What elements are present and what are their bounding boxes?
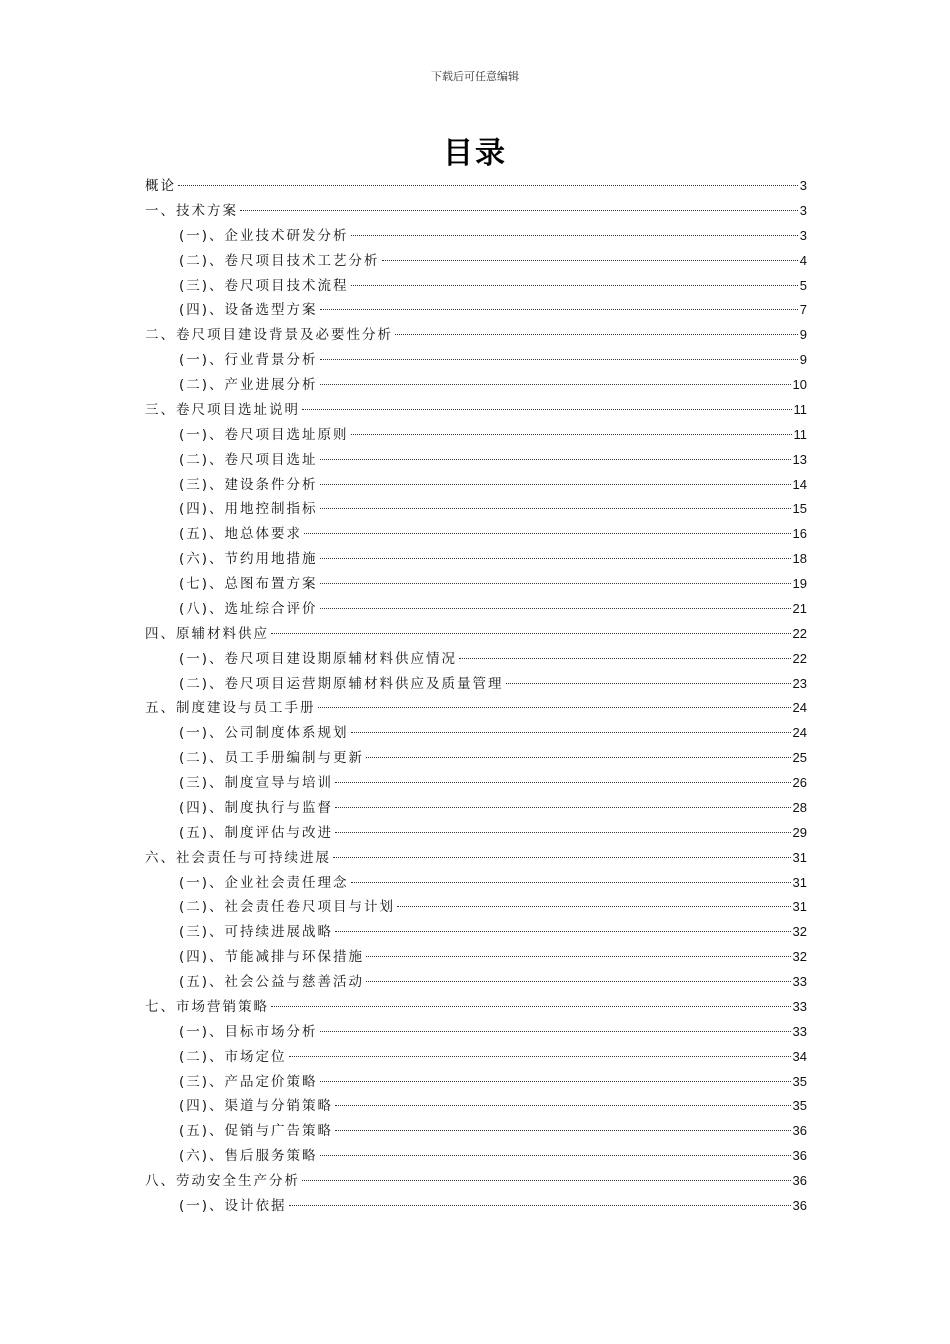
toc-entry-page: 35	[792, 1098, 807, 1114]
toc-entry[interactable]	[145, 920, 807, 945]
toc-entry-label: (三)、建设条件分析	[179, 476, 318, 493]
toc-entry[interactable]	[145, 373, 807, 398]
toc-entry-label: (一)、卷尺项目建设期原辅材料供应情况	[179, 650, 458, 667]
toc-dot-leader	[320, 558, 791, 559]
toc-entry-label: 七、市场营销策略	[145, 998, 269, 1015]
toc-entry[interactable]	[145, 1119, 807, 1144]
toc-dot-leader	[320, 459, 791, 460]
toc-dot-leader	[320, 384, 791, 385]
toc-dot-leader	[459, 658, 790, 659]
toc-entry-page: 14	[792, 476, 807, 492]
toc-entry-page: 36	[792, 1197, 807, 1213]
toc-entry[interactable]	[145, 398, 807, 423]
toc-dot-leader	[335, 782, 790, 783]
toc-entry-label: (五)、社会公益与慈善活动	[179, 974, 365, 990]
toc-entry[interactable]	[145, 547, 807, 572]
toc-entry-label: (四)、设备选型方案	[179, 302, 318, 319]
toc-entry[interactable]	[145, 1169, 807, 1194]
toc-entry-page: 11	[793, 426, 807, 442]
toc-entry-page: 36	[792, 1173, 807, 1188]
toc-entry-label: (二)、产业进展分析	[179, 377, 318, 393]
toc-entry-page: 36	[792, 1148, 807, 1164]
table-of-contents	[145, 174, 807, 1219]
toc-entry-label: (二)、卷尺项目技术工艺分析	[179, 252, 380, 269]
toc-dot-leader	[320, 608, 791, 609]
toc-entry-page: 28	[792, 799, 807, 815]
toc-dot-leader	[271, 633, 791, 634]
toc-entry[interactable]	[145, 1144, 807, 1169]
toc-dot-leader	[320, 359, 798, 360]
toc-entry[interactable]	[145, 821, 807, 846]
toc-entry-page: 35	[792, 1073, 807, 1089]
toc-entry-label: (一)、目标市场分析	[179, 1023, 318, 1040]
toc-entry-label: (六)、售后服务策略	[179, 1148, 318, 1165]
toc-entry-label: (七)、总图布置方案	[179, 576, 318, 592]
toc-entry-page: 31	[792, 899, 807, 915]
toc-dot-leader	[318, 707, 791, 708]
toc-entry-label: (五)、促销与广告策略	[179, 1123, 334, 1140]
toc-dot-leader	[302, 1180, 791, 1181]
toc-dot-leader	[335, 807, 790, 808]
toc-entry[interactable]	[145, 846, 807, 871]
toc-entry-label: (二)、市场定位	[179, 1048, 287, 1065]
toc-entry[interactable]	[145, 721, 807, 746]
toc-entry[interactable]	[145, 323, 807, 348]
toc-entry[interactable]	[145, 746, 807, 771]
toc-entry-page: 7	[799, 302, 807, 318]
toc-entry-page: 23	[792, 675, 807, 691]
toc-dot-leader	[320, 309, 798, 310]
toc-entry-label: (一)、卷尺项目选址原则	[179, 426, 349, 443]
toc-dot-leader	[289, 1056, 791, 1057]
toc-entry[interactable]	[145, 1070, 807, 1095]
toc-entry-label: 概论	[145, 178, 176, 194]
toc-entry-page: 24	[792, 700, 807, 716]
toc-entry-label: (五)、制度评估与改进	[179, 824, 334, 841]
toc-entry-page: 21	[792, 600, 807, 616]
toc-dot-leader	[351, 882, 791, 883]
toc-entry-page: 16	[792, 526, 807, 542]
toc-entry-label: (三)、制度宣导与培训	[179, 775, 334, 791]
toc-entry-page: 33	[792, 998, 807, 1014]
toc-entry-page: 32	[792, 949, 807, 965]
toc-entry-page: 34	[792, 1048, 807, 1064]
toc-entry-page: 26	[792, 775, 807, 790]
toc-entry-label: (一)、设计依据	[179, 1197, 287, 1214]
toc-dot-leader	[302, 409, 792, 410]
toc-entry-label: (四)、渠道与分销策略	[179, 1098, 334, 1115]
toc-entry-label: (五)、地总体要求	[179, 526, 303, 543]
header-note: 下载后可任意编辑	[431, 70, 519, 83]
toc-entry-page: 15	[792, 501, 807, 517]
toc-dot-leader	[320, 1155, 791, 1156]
toc-entry[interactable]	[145, 224, 807, 249]
toc-entry-label: (四)、用地控制指标	[179, 501, 318, 518]
toc-dot-leader	[304, 533, 790, 534]
toc-entry-page: 3	[799, 227, 807, 243]
toc-entry-page: 3	[799, 178, 807, 193]
toc-dot-leader	[366, 956, 790, 957]
toc-entry-page: 22	[792, 625, 807, 641]
toc-entry[interactable]	[145, 1020, 807, 1045]
toc-entry[interactable]	[145, 647, 807, 672]
toc-dot-leader	[271, 1006, 791, 1007]
toc-entry[interactable]	[145, 970, 807, 995]
toc-entry-page: 33	[792, 974, 807, 989]
toc-entry-label: 五、制度建设与员工手册	[145, 700, 316, 717]
toc-entry-label: (三)、卷尺项目技术流程	[179, 277, 349, 294]
toc-entry-label: (三)、可持续进展战略	[179, 924, 334, 941]
toc-dot-leader	[335, 1105, 790, 1106]
toc-dot-leader	[320, 1081, 791, 1082]
toc-entry[interactable]	[145, 672, 807, 697]
toc-entry-label: 一、技术方案	[145, 202, 238, 219]
toc-entry[interactable]	[145, 174, 807, 199]
toc-dot-leader	[333, 857, 791, 858]
toc-entry-label: (四)、制度执行与监督	[179, 799, 334, 816]
toc-entry-page: 31	[792, 849, 807, 865]
toc-dot-leader	[351, 235, 798, 236]
toc-entry[interactable]	[145, 945, 807, 970]
toc-dot-leader	[289, 1205, 791, 1206]
toc-dot-leader	[351, 732, 791, 733]
toc-entry-page: 13	[792, 451, 807, 467]
toc-entry-page: 9	[799, 352, 807, 368]
toc-dot-leader	[178, 185, 798, 186]
toc-entry[interactable]	[145, 473, 807, 498]
toc-dot-leader	[506, 683, 791, 684]
toc-entry-label: (八)、选址综合评价	[179, 600, 318, 617]
toc-dot-leader	[320, 484, 791, 485]
toc-entry-label: 二、卷尺项目建设背景及必要性分析	[145, 327, 393, 344]
toc-dot-leader	[397, 906, 790, 907]
toc-entry-label: (三)、产品定价策略	[179, 1073, 318, 1090]
toc-dot-leader	[335, 832, 790, 833]
toc-entry[interactable]	[145, 448, 807, 473]
toc-entry-label: (一)、企业技术研发分析	[179, 227, 349, 244]
toc-entry-label: (一)、企业社会责任理念	[179, 874, 349, 891]
toc-entry-page: 22	[792, 650, 807, 666]
toc-entry-page: 3	[799, 202, 807, 218]
toc-entry-label: (一)、行业背景分析	[179, 352, 318, 369]
toc-entry-page: 19	[792, 576, 807, 591]
toc-entry-page: 31	[792, 874, 807, 890]
toc-entry-page: 36	[792, 1123, 807, 1139]
toc-entry[interactable]	[145, 348, 807, 373]
toc-entry[interactable]	[145, 572, 807, 597]
toc-entry[interactable]	[145, 199, 807, 224]
toc-dot-leader	[382, 260, 798, 261]
toc-entry-label: 四、原辅材料供应	[145, 625, 269, 642]
toc-entry[interactable]	[145, 771, 807, 796]
toc-dot-leader	[240, 210, 798, 211]
toc-entry[interactable]	[145, 871, 807, 896]
toc-entry[interactable]	[145, 995, 807, 1020]
toc-entry-page: 24	[792, 725, 807, 741]
toc-entry-label: 八、劳动安全生产分析	[145, 1173, 300, 1189]
toc-entry[interactable]	[145, 1194, 807, 1219]
toc-entry[interactable]	[145, 497, 807, 522]
toc-dot-leader	[335, 931, 790, 932]
toc-entry-page: 25	[792, 750, 807, 766]
toc-entry-label: (二)、员工手册编制与更新	[179, 750, 365, 767]
toc-dot-leader	[335, 1130, 790, 1131]
toc-entry-label: 六、社会责任与可持续进展	[145, 849, 331, 866]
toc-entry[interactable]	[145, 696, 807, 721]
toc-entry[interactable]	[145, 597, 807, 622]
toc-entry[interactable]	[145, 423, 807, 448]
toc-dot-leader	[320, 1031, 791, 1032]
toc-entry[interactable]	[145, 298, 807, 323]
toc-entry-page: 18	[792, 551, 807, 567]
toc-entry[interactable]	[145, 622, 807, 647]
toc-dot-leader	[366, 757, 790, 758]
toc-entry-page: 29	[792, 824, 807, 840]
toc-entry[interactable]	[145, 796, 807, 821]
toc-entry-label: 三、卷尺项目选址说明	[145, 401, 300, 418]
toc-entry-page: 9	[799, 327, 807, 343]
toc-dot-leader	[351, 434, 792, 435]
toc-entry-page: 10	[792, 377, 807, 392]
toc-dot-leader	[395, 334, 798, 335]
toc-dot-leader	[320, 508, 791, 509]
toc-entry-label: (四)、节能减排与环保措施	[179, 949, 365, 966]
toc-entry-page: 33	[792, 1023, 807, 1039]
toc-dot-leader	[320, 583, 791, 584]
toc-title: 目录	[443, 136, 507, 171]
toc-entry[interactable]	[145, 1094, 807, 1119]
toc-entry[interactable]	[145, 1045, 807, 1070]
toc-entry-page: 11	[793, 401, 807, 417]
toc-dot-leader	[366, 981, 790, 982]
toc-entry-label: (二)、社会责任卷尺项目与计划	[179, 899, 396, 916]
toc-entry[interactable]	[145, 522, 807, 547]
toc-entry[interactable]	[145, 895, 807, 920]
toc-entry-label: (二)、卷尺项目选址	[179, 451, 318, 468]
toc-entry[interactable]	[145, 274, 807, 299]
toc-entry-label: (二)、卷尺项目运营期原辅材料供应及质量管理	[179, 675, 504, 692]
toc-entry-label: (一)、公司制度体系规划	[179, 725, 349, 742]
toc-entry-label: (六)、节约用地措施	[179, 551, 318, 568]
toc-entry[interactable]	[145, 249, 807, 274]
toc-dot-leader	[351, 285, 798, 286]
toc-entry-page: 5	[799, 277, 807, 293]
toc-entry-page: 32	[792, 924, 807, 940]
toc-entry-page: 4	[799, 252, 807, 268]
